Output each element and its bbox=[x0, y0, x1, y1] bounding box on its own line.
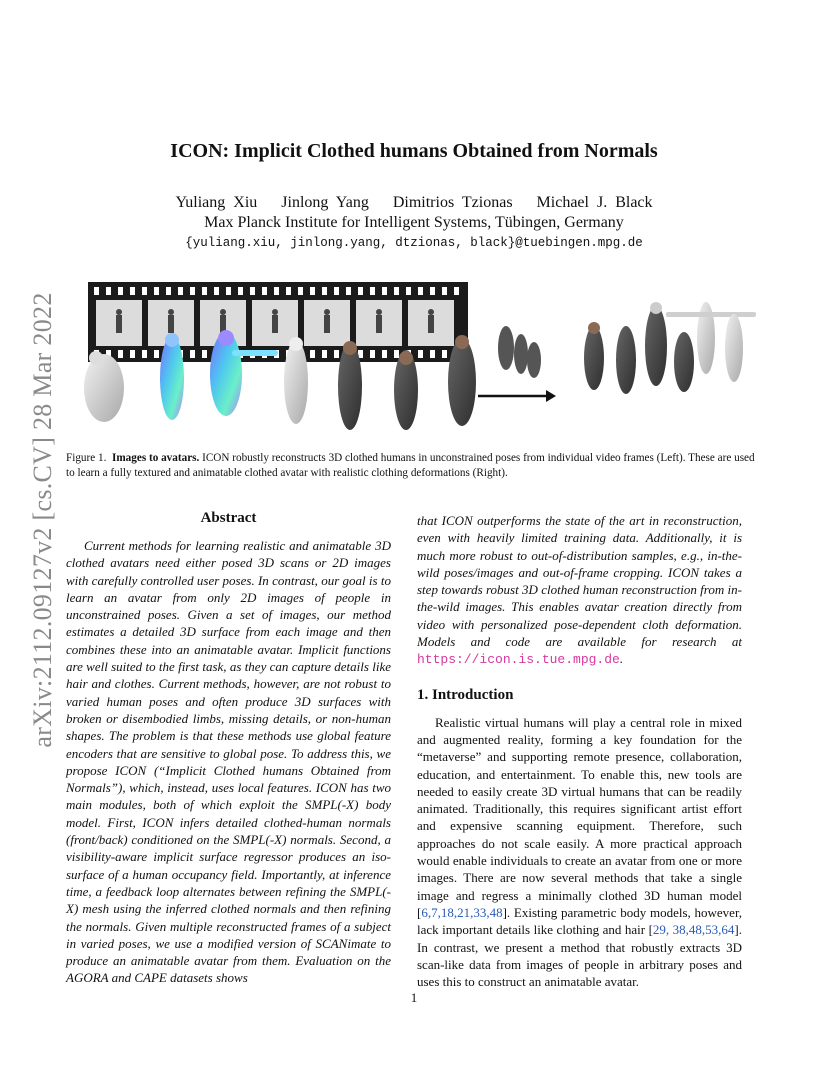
intro-text-3: ]. In contrast, we present a method that robustly extracts 3D scan-like data from images of people in arbitrary poses and uses this to construct an animatable avatar. bbox=[417, 922, 742, 990]
citation-link[interactable]: 29, 38,48,53,64 bbox=[652, 922, 735, 938]
intro-heading: 1. Introduction bbox=[417, 686, 514, 703]
intro-text-2: ]. Existing parametric body models, however, lack important details like clothing and hair [ bbox=[417, 904, 742, 938]
avatar-figures bbox=[584, 302, 756, 394]
author: Jinlong Yang bbox=[281, 194, 369, 211]
film-strip bbox=[88, 282, 468, 362]
intro-text-1: Realistic virtual humans will play a central role in mixed and augmented reality, forming a key foundation for the “metaverse” and supporting remote presence, collaboration, education, and entertainment. To enable this, new tools are needed to easily create 3D virtual humans that can be readily animated. Traditionally, this requires significant artist effort and expensive scanning equipment. Therefore, such approaches do not scale easily. A more practical approach would enable individuals to create an avatar from one or more images. There are now several methods that take a single image and regress a minimally clothed 3D human model [ bbox=[417, 714, 742, 920]
caption-label: Figure 1. bbox=[66, 452, 107, 464]
abstract-heading: Abstract bbox=[200, 510, 257, 526]
arrow-right bbox=[478, 326, 556, 402]
right-column bbox=[417, 512, 742, 990]
arxiv-id: arXiv:2112.09127v2 [cs.CV] 28 Mar 2022 bbox=[28, 292, 57, 748]
caption-text: ICON robustly reconstructs 3D clothed humans in unconstrained poses from individual video frames (Left). These are used to learn a fully textured and animatable clothed avatar with realistic clothing deformations (Right). bbox=[66, 452, 755, 479]
caption-title: Images to avatars. bbox=[112, 452, 200, 464]
intro-paragraph bbox=[417, 714, 742, 991]
affiliation: Max Planck Institute for Intelligent Systems, Tübingen, Germany bbox=[204, 214, 624, 231]
abstract-continued bbox=[417, 512, 742, 669]
author: Michael J. Black bbox=[536, 194, 653, 211]
paper-title: ICON: Implicit Clothed humans Obtained from Normals bbox=[170, 140, 658, 162]
author-emails: {yuliang.xiu, jinlong.yang, dtzionas, black}@tuebingen.mpg.de bbox=[185, 236, 643, 250]
project-url-link[interactable]: https://icon.is.tue.mpg.de bbox=[417, 652, 620, 668]
left-column bbox=[66, 510, 391, 987]
url-end: . bbox=[619, 651, 624, 667]
citation-link[interactable]: 6,7,18,21,33,48 bbox=[421, 904, 503, 920]
author: Yuliang Xiu bbox=[175, 194, 258, 211]
author: Dimitrios Tzionas bbox=[392, 194, 513, 211]
teaser-figure bbox=[66, 278, 766, 440]
author-list bbox=[100, 194, 728, 212]
figure-caption bbox=[66, 451, 766, 481]
abstract-text: Current methods for learning realistic and animatable 3D clothed avatars need either posed 3D scans or 2D images with carefully controlled user poses. In contrast, our goal is to learn an avatar from only 2D images of people in unconstrained poses. Given a set of images, our method estimates a detailed 3D surface from each image and then combines these into an animatable avatar. Implicit functions are well suited to the first task, as they can capture details like hair and clothes. Current methods, however, are not robust to varied human poses and often produce 3D surfaces with broken or disembodied limbs, missing details, or non-human shapes. The problem is that these methods use global feature encoders that are sensitive to global pose. To address this, we propose ICON (“Implicit Clothed humans Obtained from Normals”), which, instead, uses local features. ICON has two main modules, both of which exploit the SMPL(-X) body model. First, ICON infers detailed clothed-human normals (front/back) conditioned on the SMPL(-X) normals. Second, a visibility-aware implicit surface regressor produces an iso-surface of a human occupancy field. Importantly, at inference time, a feedback loop alternates between refining the SMPL(-X) mesh using the inferred clothed normals and then refining the normals. Given multiple reconstructed frames of a subject in varied poses, we use a modified version of SCANimate to produce an animatable avatar from them. Evaluation on the AGORA and CAPE datasets shows bbox=[66, 538, 391, 986]
page-number: 1 bbox=[410, 990, 418, 1005]
abstract-continued-text: that ICON outperforms the state of the art in reconstruction, even with heavily limited training data. Additionally, it is much more robust to out-of-distribution samples, e.g., in-the-wild poses/images and out-of-frame cropping. ICON takes a step towards robust 3D clothed human reconstruction from in-the-wild images. This enables avatar creation directly from video with personalized pose-dependent cloth deformation. Models and code are available for research at bbox=[417, 513, 742, 650]
arxiv-sidebar bbox=[21, 280, 65, 760]
